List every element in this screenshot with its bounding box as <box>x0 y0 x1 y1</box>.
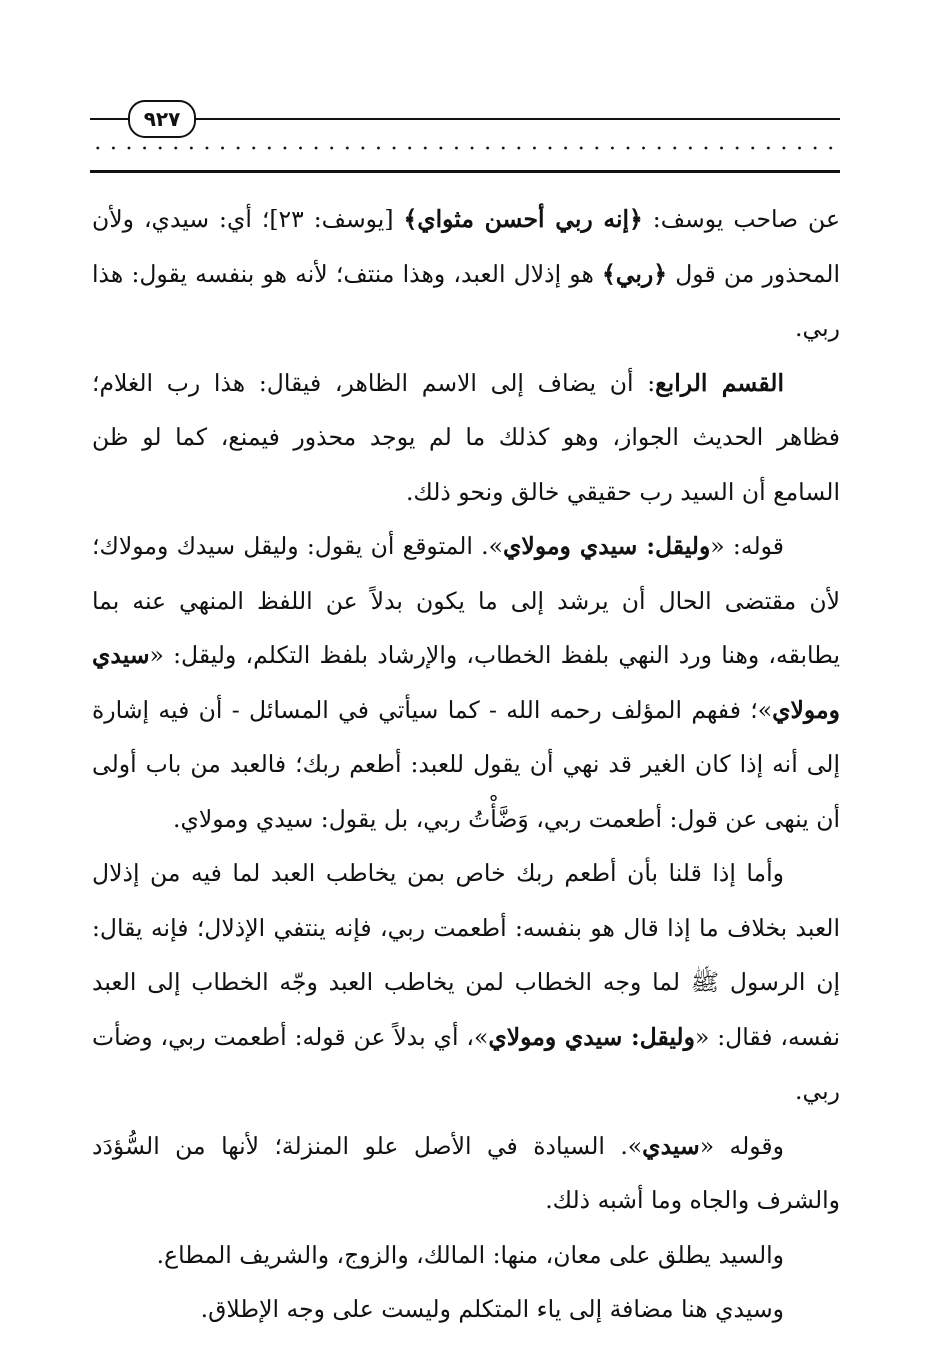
text-segment: »؛ ففهم المؤلف رحمه الله - كما سيأتي في المسائل - أن فيه إشارة إلى أنه إذا كان الغير قد نهي أن يقول للعبد: أطعم ربك؛ فالعبد من باب أولى أن ينهى عن قول: أطعمت ربي، وَضَّأْتُ ربي، بل يقول: سيدي ومولاي. <box>92 695 840 833</box>
text-segment: [يوسف: ٢٣]؛ أي: سيدي، ولأن المحذور من قول <box>92 205 840 288</box>
bold-text-segment: وليقل: سيدي ومولاي <box>503 532 711 560</box>
paragraph-7 <box>92 1282 840 1337</box>
bold-text-segment: سيدي ومولاي <box>92 641 840 724</box>
text-segment: قوله: « <box>710 532 784 560</box>
page-number: ٩٢٧ <box>143 107 181 131</box>
paragraph-3 <box>92 519 840 846</box>
bold-text-segment: سيدي <box>642 1131 700 1160</box>
header-top-rule <box>90 118 840 120</box>
bold-text-segment: القسم الرابع <box>655 368 784 397</box>
text-segment: وأما إذا قلنا بأن أطعم ربك خاص بمن يخاطب العبد لما فيه من إذلال العبد بخلاف ما إذا قال هو بنفسه: أطعمت ربي، فإنه ينتفي الإذلال؛ فإنه يقال: إن الرسول ﷺ لما وجه الخطاب لمن يخاطب العبد وجّه الخطاب إلى العبد نفسه، فقال: « <box>92 859 840 1051</box>
header-bottom-rule <box>90 170 840 173</box>
paragraph-4 <box>92 846 840 1119</box>
text-segment: وقوله « <box>699 1131 784 1160</box>
text-segment: هو إذلال العبد، وهذا منتف؛ لأنه هو بنفسه يقول: هذا ربي. <box>92 259 840 342</box>
text-segment: »، أي بدلاً عن قوله: أطعمت ربي، وضأت ربي. <box>92 1022 840 1105</box>
text-segment: وسيدي هنا مضافة إلى ياء المتكلم وليست على وجه الإطلاق. <box>200 1295 784 1323</box>
paragraph-5 <box>92 1119 840 1228</box>
page-number-badge <box>128 100 196 138</box>
bold-text-segment: ﴿إنه ربي أحسن مثواي﴾ <box>403 205 643 233</box>
paragraph-1 <box>92 192 840 356</box>
text-segment: ». المتوقع أن يقول: وليقل سيدك ومولاك؛ لأن مقتضى الحال أن يرشد إلى ما يكون بدلاً عن اللفظ المنهي عنه بما يطابقه، وهنا ورد النهي بلفظ الخطاب، والإرشاد بلفظ التكلم، وليقل: « <box>92 532 840 669</box>
text-segment: عن صاحب يوسف: <box>642 205 840 233</box>
text-segment: ». السيادة في الأصل علو المنزلة؛ لأنها من السُّؤدَد والشرف والجاه وما أشبه ذلك. <box>92 1131 840 1214</box>
text-segment: والسيد يطلق على معان، منها: المالك، والزوج، والشريف المطاع. <box>156 1240 784 1269</box>
body-text <box>92 192 840 1337</box>
paragraph-6 <box>92 1228 840 1283</box>
bold-text-segment: وليقل: سيدي ومولاي <box>488 1022 695 1051</box>
header-dotted-rule <box>90 146 840 150</box>
bold-text-segment: ﴿ربي﴾ <box>602 259 668 288</box>
text-segment: : أن يضاف إلى الاسم الظاهر، فيقال: هذا رب الغلام؛ فظاهر الحديث الجواز، وهو كذلك ما لم يوجد محذور فيمنع، كما لو ظن السامع أن السيد رب حقيقي خالق ونحو ذلك. <box>92 368 840 506</box>
paragraph-2 <box>92 356 840 520</box>
